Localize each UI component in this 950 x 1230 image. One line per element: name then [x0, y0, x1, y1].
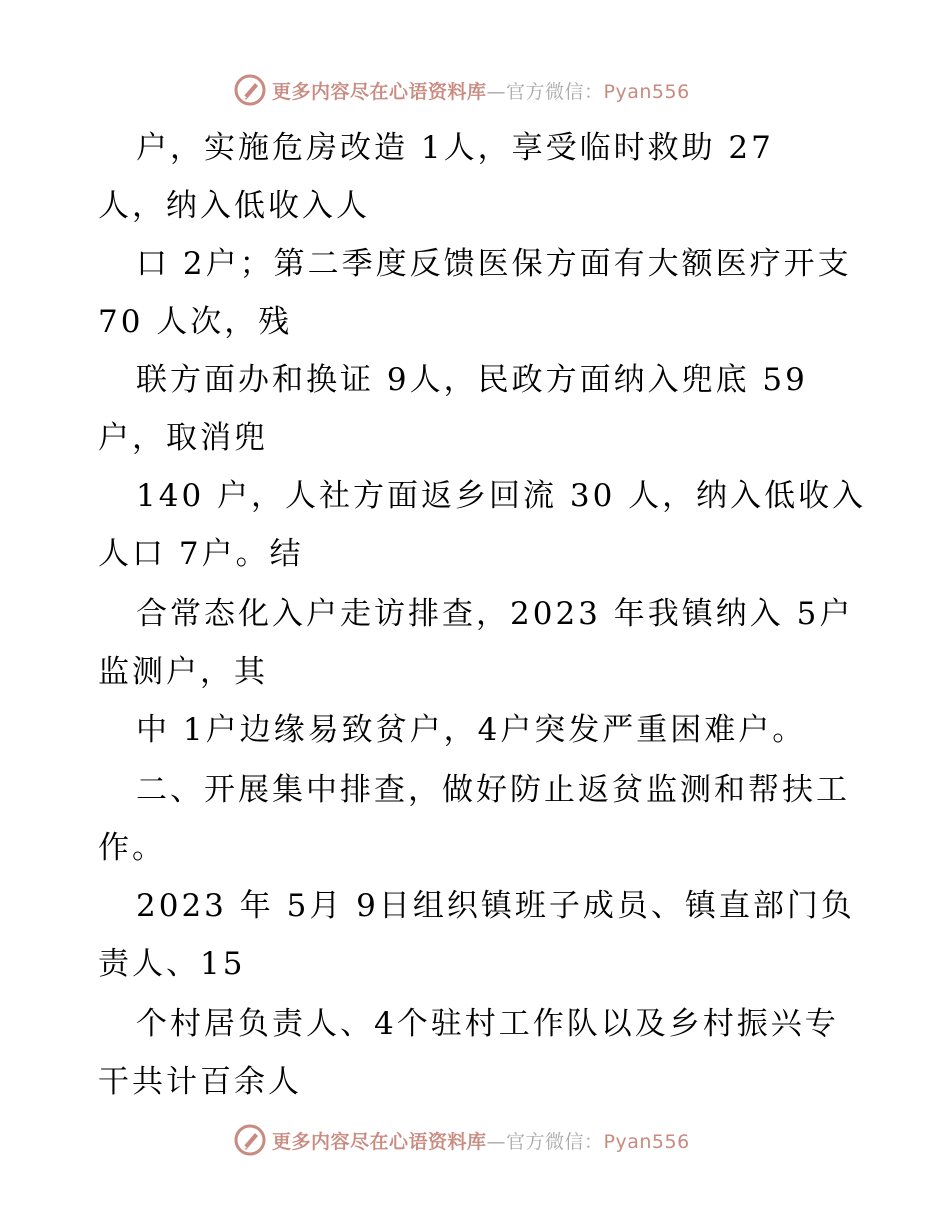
- text-line: 中 1户边缘易致贫户，4户突发严重困难户。: [136, 712, 807, 748]
- text-line: 干共计百余人: [98, 1064, 302, 1100]
- pen-logo-icon: [234, 74, 266, 106]
- text-line: 人，纳入低收入人: [98, 188, 370, 224]
- watermark-text: 更多内容尽在心语资料库—官方微信：Pyan556: [272, 80, 690, 103]
- text-line: 责人、15: [98, 946, 246, 982]
- footer-watermark: [234, 1123, 690, 1157]
- text-line: 联方面办和换证 9人，民政方面纳入兜底 59: [136, 362, 808, 398]
- text-line: 140 户，人社方面返乡回流 30 人，纳入低收入: [136, 478, 867, 514]
- text-line: 户，取消兜: [98, 420, 268, 456]
- text-line: 监测户，其: [98, 654, 268, 690]
- text-line: 作。: [98, 830, 166, 866]
- text-line: 户，实施危房改造 1人，享受临时救助 27: [136, 130, 774, 166]
- text-line: 70 人次，残: [98, 304, 293, 340]
- text-line: 个村居负责人、4个驻村工作队以及乡村振兴专: [136, 1006, 839, 1042]
- text-line: 人口 7户。结: [98, 536, 304, 572]
- text-line: 口 2户；第二季度反馈医保方面有大额医疗开支: [136, 246, 852, 282]
- text-line: 合常态化入户走访排查，2023 年我镇纳入 5户: [136, 596, 854, 632]
- watermark-text: 更多内容尽在心语资料库—官方微信：Pyan556: [272, 1130, 690, 1153]
- pen-logo-icon: [234, 1124, 266, 1156]
- text-line: 二、开展集中排查，做好防止返贫监测和帮扶工: [136, 772, 850, 808]
- text-line: 2023 年 5月 9日组织镇班子成员、镇直部门负: [136, 888, 855, 924]
- header-watermark: [234, 73, 690, 107]
